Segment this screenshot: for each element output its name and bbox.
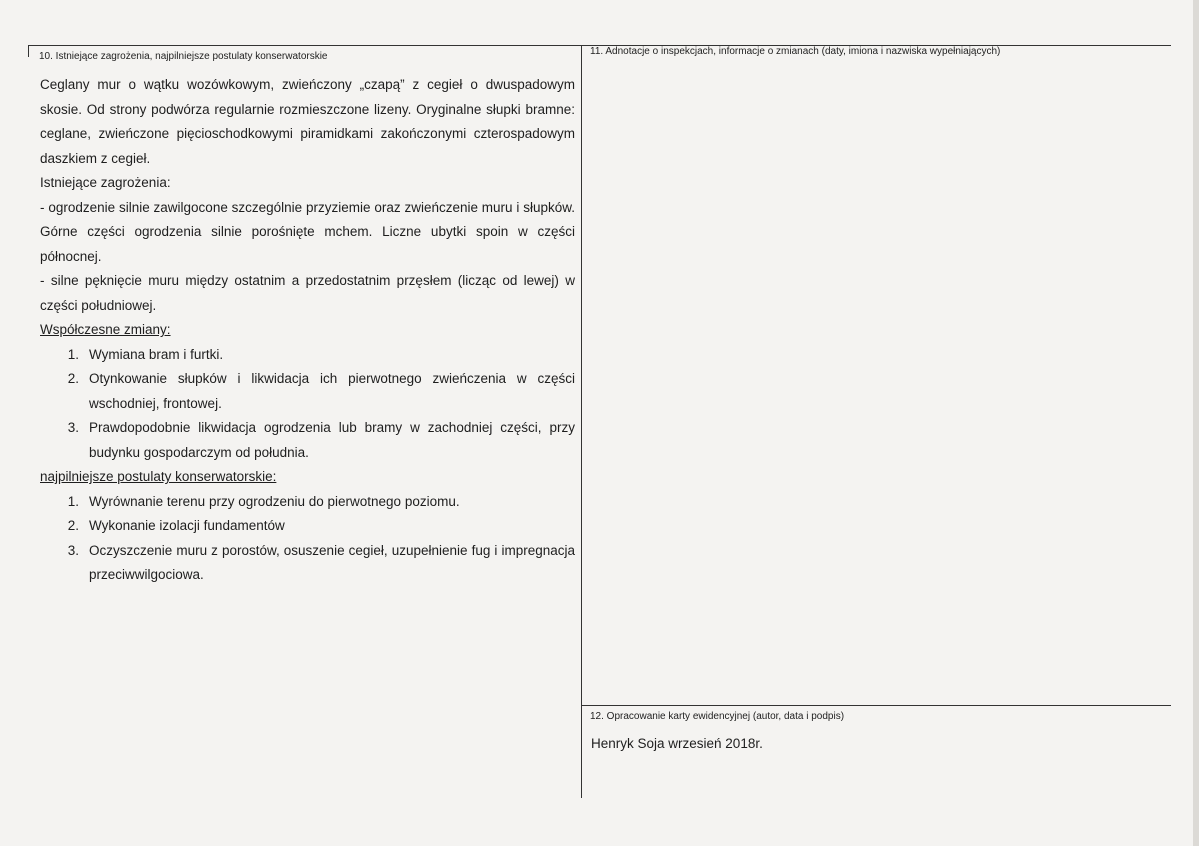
section-12-rule (581, 705, 1171, 706)
list-number: 1. (67, 493, 79, 509)
list-text: Wymiana bram i furtki. (89, 346, 224, 362)
list-text: Wykonanie izolacji fundamentów (89, 518, 285, 533)
left-margin-rule (28, 45, 29, 57)
scan-edge (1193, 0, 1199, 846)
section-10-content (40, 73, 575, 588)
list-item (40, 343, 575, 368)
author-signature-line: Henryk Soja wrzesień 2018r. (591, 736, 763, 751)
changes-heading: Współczesne zmiany: (40, 322, 171, 337)
list-number: 2. (67, 518, 79, 533)
list-item (40, 367, 575, 416)
list-item (40, 514, 575, 539)
list-item (40, 490, 575, 515)
section-11-label: 11. Adnotacje o inspekcjach, informacje o zmianach (daty, imiona i nazwiska wypełniających) (590, 46, 1001, 57)
list-text: Oczyszczenie muru z porostów, osuszenie cegieł, uzupełnienie fug i impregnacja przeciwwilgociowa. (89, 542, 575, 582)
list-text: Prawdopodobnie likwidacja ogrodzenia lub bramy w zachodniej części, przy budynku gospodarczym od południa. (89, 420, 575, 460)
list-item (40, 416, 575, 465)
threat-item: - silne pęknięcie muru między ostatnim a przedostatnim przęsłem (licząc od lewej) w części południowej. (40, 273, 575, 313)
list-item (40, 539, 575, 588)
list-number: 3. (67, 542, 79, 558)
list-number: 2. (67, 371, 79, 386)
list-number: 3. (67, 420, 79, 435)
postulates-heading: najpilniejsze postulaty konserwatorskie: (40, 469, 277, 484)
list-text: Otynkowanie słupków i likwidacja ich pierwotnego zwieńczenia w części wschodniej, frontowej. (89, 371, 575, 411)
threats-heading: Istniejące zagrożenia: (40, 175, 171, 190)
list-text: Wyrównanie terenu przy ogrodzeniu do pierwotnego poziomu. (89, 493, 460, 509)
column-divider (581, 45, 582, 798)
threat-item: - ogrodzenie silnie zawilgocone szczególnie przyziemie oraz zwieńczenie muru i słupków. Górne części ogrodzenia silnie porośnięte mchem. Liczne ubytki spoin w części północnej. (40, 199, 575, 264)
section-12-label: 12. Opracowanie karty ewidencyjnej (autor, data i podpis) (590, 711, 845, 722)
section-10-label: 10. Istniejące zagrożenia, najpilniejsze postulaty konserwatorskie (39, 51, 328, 62)
list-number: 1. (67, 346, 79, 362)
wall-description: Ceglany mur o wątku wozówkowym, zwieńczony „czapą” z cegieł o dwuspadowym skosie. Od strony podwórza regularnie rozmieszczone lizeny. Oryginalne słupki bramne: ceglane, zwieńczone pięcioschodkowymi piramidkami zakończonymi czterospadowym daszkiem z cegieł. (40, 77, 575, 166)
